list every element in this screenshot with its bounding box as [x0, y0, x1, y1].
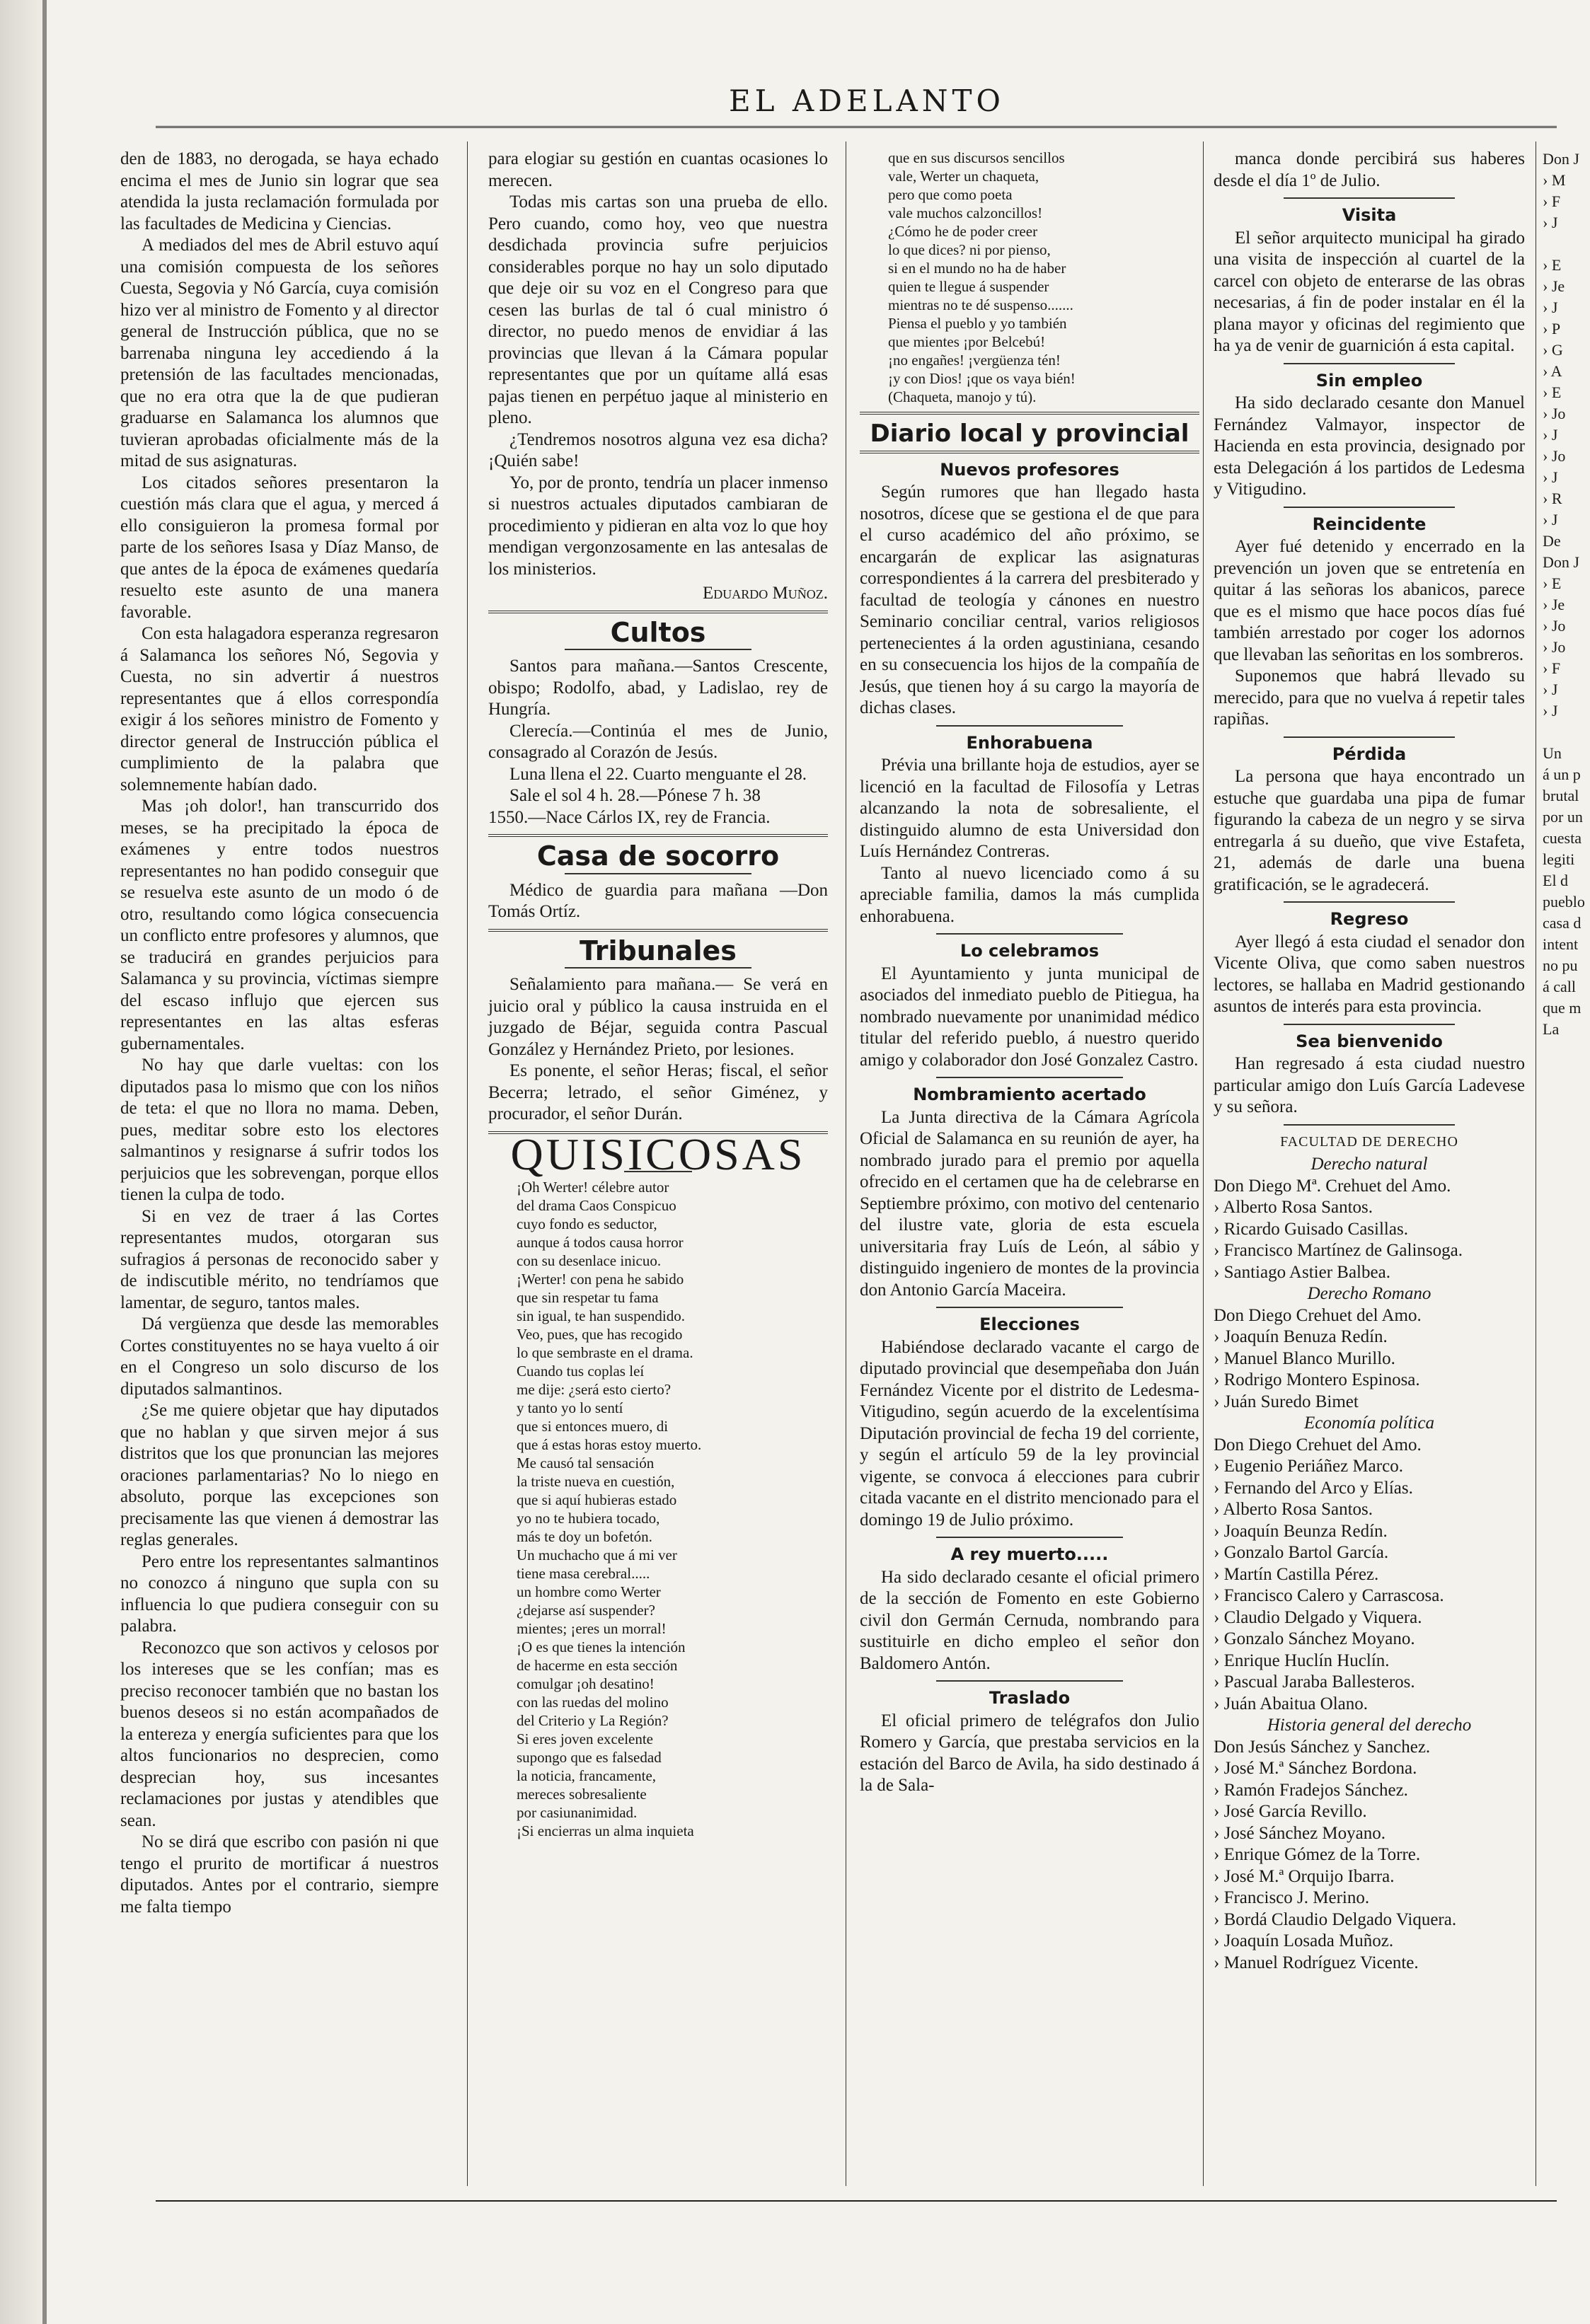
separator [565, 967, 751, 969]
column-5-cropped [1543, 149, 1590, 1040]
subject-heading: Historia general del derecho [1267, 1716, 1472, 1735]
separator [1284, 736, 1455, 738]
article-heading: Elecciones [979, 1314, 1080, 1334]
paragraph: La Junta directiva de la Cámara Agrícola Oficial de Salamanca en su reunión de ayer, ha nombrado jurado para el premio por aquella ofrecido en el certamen que ha de celebrarse en Septiembre próximo, con motivo del centenario del ilustre vate, gloria de esta escuela universitaria fray Luís de León, al sábio y distinguido ingeniero de montes de la provincia don Antonio García Maceira. [860, 1107, 1199, 1300]
paragraph: El señor arquitecto municipal ha girado una visita de inspección al cuartel de la carcel con objeto de enterarse de las obras necesarias, á fin de poder instalar en él la plana mayor y oficinas del regimiento que ha ya de venir de guarnición á esta capital. [1214, 228, 1525, 355]
subject-heading: Derecho Romano [1307, 1284, 1431, 1303]
column-4 [1214, 149, 1525, 1974]
column-divider [1203, 141, 1204, 2186]
paragraph: Suponemos que habrá llevado su merecido, para que no vuelva á repetir tales rapiñas. [1214, 666, 1525, 729]
paragraph: Si en vez de traer á las Cortes representantes mudos, otorgaran sus sufragios á personas de reconocido saber y de indiscutible mérito, no tendríamos que lamentar, de seguro, tantos males. [120, 1206, 439, 1312]
section-title-casa-socorro: Casa de socorro [536, 840, 780, 872]
paragraph: Dá vergüenza que desde las memorables Cortes constituyentes no se haya vuelto á oir en el Congreso un solo discurso de los diputados salmantinos. [120, 1314, 439, 1399]
column-divider [467, 141, 468, 2186]
section-title-quisicosas: QUISICOSAS [510, 1128, 806, 1179]
poem: que en sus discursos sencillos vale, Werter un chaqueta, pero que como poeta vale muchos calzoncillos! ¿Cómo he de poder creer lo que dices? ni por pienso, si en el mundo no ha de haber quien te llegue á suspender mientras no te dé suspenso....... Piensa el pueblo y yo también que mientes ¡por Belcebú! ¡no engañes! ¡vergüenza tén! ¡y con Dios! ¡que os vaya bién! (Chaqueta, manojo y tú). [888, 149, 1076, 405]
paragraph: Pero entre los representantes salmantinos no conozco á ninguno que supla con su influencia lo que pudiera conseguir con su palabra. [120, 1551, 439, 1636]
paragraph: Los citados señores presentaron la cuestión más clara que el agua, y merced á ello consiguieron la promesa formal por parte de los señores Isasa y Díaz Manso, de que antes de la época de exámenes quedaría resuelto este asunto de una manera favorable. [120, 473, 439, 622]
separator [936, 1307, 1123, 1308]
column-1 [120, 149, 439, 1918]
paragraph: El Ayuntamiento y junta municipal de asociados del inmediato pueblo de Pitiegua, ha nombrado nuevamente por unanimidad médico titular del referido pueblo, á nuestro querido amigo y colaborador don José Gonzalez Castro. [860, 964, 1199, 1070]
masthead: EL ADELANTO [729, 83, 1005, 118]
paragraph: No hay que darle vueltas: con los diputados pasa lo mismo que con los niños de teta: el que no llora no mama. Deben, pues, meditar sobre esto los electores salmantinos y resignarse á sufrir todos los perjuicios que les sobrevengan, porque ellos tienen la culpa de todo. [120, 1056, 439, 1204]
article-heading: A rey muerto..... [950, 1544, 1109, 1564]
paragraph: Según rumores que han llegado hasta nosotros, dícese que se gestiona el de que para el curso académico del año próximo, se encargarán de explicar las asignaturas correspondientes á la carrera del presbiterado y facultad de teología y cánones en nuestro Seminario conciliar central, varios religiosos pertenecientes á la orden agustiniana, cesando en su consecuencia los hijos de la compañía de Jesús, que tienen hoy á su cargo la mayoría de dichas clases. [860, 482, 1199, 717]
paragraph: Ha sido declarado cesante el oficial primero de la sección de Fomento en este Gobierno civil don Germán Cernuda, nombrando para sustituirle en dicho empleo el señor don Baldomero Antón. [860, 1567, 1199, 1673]
article-heading: Enhorabuena [966, 732, 1093, 753]
name-list: Don Diego Mª. Crehuet del Amo. › Alberto Rosa Santos. › Ricardo Guisado Casillas. › Francisco Martínez de Galinsoga. › Santiago Astier Balbea. [1214, 1176, 1463, 1282]
name-list: Don Jesús Sánchez y Sanchez. › José M.ª Sánchez Bordona. › Ramón Fradejos Sánchez. › José García Revillo. › José Sánchez Moyano. › Enrique Gómez de la Torre. › José M.ª Orquijo Ibarra. › Francisco J. Merino. › Bordá Claudio Delgado Viquera. › Joaquín Losada Muñoz. › Manuel Rodríguez Vicente. [1214, 1737, 1457, 1972]
paragraph: Reconozco que son activos y celosos por los intereses que se les confían; mas es preciso reconocer también que no bastan los buenos deseos si no están acompañados de la entereza y energía suficientes para que los altos funcionarios no desprecien, como desprecian hoy, sus incesantes reclamaciones por justas y atendibles que sean. [120, 1638, 439, 1830]
paragraph: Médico de guardia para mañana —Don Tomás Ortíz. [488, 880, 828, 921]
name-list: Don Diego Crehuet del Amo. › Eugenio Periáñez Marco. › Fernando del Arco y Elías. › Alberto Rosa Santos. › Joaquín Beunza Redín. › Gonzalo Bartol García. › Martín Castilla Pérez. › Francisco Calero y Carrascosa. › Claudio Delgado y Viquera. › Gonzalo Sánchez Moyano. › Enrique Huclín Huclín. › Pascual Jaraba Ballesteros. › Juán Abaitua Olano. [1214, 1435, 1444, 1713]
paragraph: Señalamiento para mañana.— Se verá en juicio oral y público la causa instruida en el juzgado de Béjar, seguida contra Pascual González y Hernández Prieto, por lesiones. [488, 975, 828, 1059]
article-heading: Sin empleo [1315, 370, 1423, 391]
paragraph: den de 1883, no derogada, se haya echado encima el mes de Junio sin lograr que sea atendida la justa reclamación formulada por las facultades de Medicina y Ciencias. [120, 149, 439, 233]
separator [565, 873, 751, 874]
paragraph: Habiéndose declarado vacante el cargo de diputado provincial que desempeñaba don Juán Fernández Vicente por el distrito de Ledesma-Vitigudino, según acuerdo de la excelentísima Diputación provincial de fecha 19 del corriente, y según el artículo 59 de la ley provincial vigente, se convoca á elecciones para cubrir citada vacante en el distrito mencionado para el domingo 19 de Julio próximo. [860, 1337, 1199, 1530]
subject-heading: Economía política [1304, 1414, 1434, 1433]
separator [936, 1680, 1123, 1682]
cropped-text: Don J › M › F › J › E › Je › J › P › G › A › E › Jo › J › Jo › J › R › J De Don J › E › Je › Jo › Jo › F › J › J Un á un p brutal por un cuesta legiti El d pueblo casa d intent no pu á call que m La [1543, 150, 1585, 1038]
separator [936, 1537, 1123, 1538]
paragraph: El oficial primero de telégrafos don Julio Romero y García, que prestaba servicios en la estación del Barco de Avila, ha sido destinado á la de Sala- [860, 1711, 1199, 1795]
article-heading: Pérdida [1332, 744, 1407, 764]
separator [1284, 1124, 1455, 1126]
paragraph: manca donde percibirá sus haberes desde el día 1º de Julio. [1214, 149, 1525, 190]
article-heading: Regreso [1330, 909, 1409, 929]
separator [936, 933, 1123, 935]
paragraph: Santos para mañana.—Santos Crescente, obispo; Rodolfo, abad, y Ladislao, rey de Hungría. [488, 657, 828, 719]
section-rule [488, 834, 828, 837]
article-heading: Traslado [989, 1688, 1071, 1708]
paragraph: Ayer llegó á esta ciudad el senador don Vicente Oliva, que como saben nuestros lectores, se hallaba en Madrid gestionando asuntos de interés para esta provincia. [1214, 932, 1525, 1016]
footer-rule [156, 2200, 1557, 2202]
section-rule [488, 611, 828, 613]
paragraph: ¿Tendremos nosotros alguna vez esa dicha? ¡Quién sabe! [488, 429, 828, 470]
separator [1284, 363, 1455, 364]
section-title-cultos: Cultos [610, 616, 706, 648]
subject-heading: Derecho natural [1310, 1155, 1428, 1174]
separator [936, 725, 1123, 727]
paragraph: A mediados del mes de Abril estuvo aquí una comisión compuesta de los señores Cuesta, Segovia y Nó García, cuya comisión hizo ver al ministro de Fomento y al director general de Instrucción pública, que no se barrenaba ninguna ley accediendo á la pretensión de las facultades mencionadas, que no era otra que la de que pudieran graduarse en Salamanca los alumnos que tuvieran aprobadas oficialmente más de la mitad de sus asignaturas. [120, 236, 439, 470]
paragraph: Prévia una brillante hoja de estudios, ayer se licenció en la facultad de Filosofía y Letras alcanzando la nota de sobresaliente, el distinguido alumno de esta Universidad don Luís Hernández Contreras. [860, 756, 1199, 861]
column-2 [488, 149, 828, 1840]
paragraph: Mas ¡oh dolor!, han transcurrido dos meses, se ha precipitado la época de exámenes y entre todos nuestros representantes no han podido conseguir que se resuelva este asunto de un modo ó de otro, resultando como lógica consecuencia un conflicto entre profesores y alumnos, que se traducirá en grandes perjuicios para Salamanca y su provincia, víctimas siempre del escaso influjo que ejercen sus representantes en las altas esferas gubernamentales. [120, 797, 439, 1053]
paragraph: para elogiar su gestión en cuantas ocasiones lo merecen. [488, 149, 828, 190]
paragraph: Con esta halagadora esperanza regresaron á Salamanca los señores Nó, Segovia y Cuesta, no sin advertir á nuestros representantes que á ellos correspondía exigir á los señores ministro de Fomento y director general de Instrucción pública el cumplimiento de la palabra que solemnemente habían dado. [120, 624, 439, 794]
page-edge-shadow [42, 0, 47, 2324]
article-signature: Eduardo Muñoz. [703, 584, 828, 603]
article-heading: Nuevos profesores [940, 459, 1119, 480]
separator [1284, 1024, 1455, 1025]
article-heading: Nombramiento acertado [913, 1085, 1146, 1104]
binding-gutter [0, 0, 42, 2324]
paragraph: 1550.—Nace Cárlos IX, rey de Francia. [488, 807, 771, 827]
faculty-heading: FACULTAD DE DERECHO [1280, 1133, 1458, 1150]
paragraph: La persona que haya encontrado un estuche que guardaba una pipa de fumar figurando la cabeza de un negro y se sirva entregarla á su dueño, que vive Estafeta, 21, además de darle una buena gratificación, se le agradecerá. [1214, 767, 1525, 894]
separator [1284, 197, 1455, 199]
section-rule [488, 929, 828, 932]
separator [1284, 507, 1455, 508]
article-heading: Reincidente [1312, 514, 1427, 534]
separator [936, 1077, 1123, 1078]
article-heading: Visita [1342, 205, 1397, 225]
separator [565, 649, 751, 650]
header-rule [156, 126, 1557, 128]
paragraph: Es ponente, el señor Heras; fiscal, el señor Becerra; letrado, el señor Giménez, y procurador, el señor Durán. [488, 1061, 828, 1123]
paragraph: Ayer fué detenido y encerrado en la prevención un joven que se entretenía en quitar á las señoras los abanicos, parece que es el mismo que hace pocos días fué también arrestado por coger los adornos que llevaban las señoritas en los sombreros. [1214, 537, 1525, 664]
paragraph: Han regresado á esta ciudad nuestro particular amigo don Luís García Ladevese y su señora. [1214, 1054, 1525, 1116]
paragraph: Luna llena el 22. Cuarto menguante el 28. [509, 764, 807, 784]
paragraph: Yo, por de pronto, tendría un placer inmenso si nuestros actuales diputados cambiaran de procedimiento y pidieran en alta voz lo que hoy mendigan vergonzosamente en las antesalas de los ministerios. [488, 473, 828, 579]
paragraph: Todas mis cartas son una prueba de ello. Pero cuando, como hoy, veo que nuestra desdichada provincia sufre perjuicios considerables porque no hay un solo diputado que deje oir su voz en el Congreso para que cesen las burlas de tal ó cual ministro ó director, no puedo menos de envidiar á las provincias que llevan á la Cámara popular representantes que por un quítame allá esas pajas tienen en perpétuo jaque al ministerio en pleno. [488, 192, 828, 427]
section-rule [860, 412, 1199, 415]
paragraph: ¿Se me quiere objetar que hay diputados que no hablan y que sirven mejor á sus distritos que los que pronuncian las mejores oraciones parlamentarias? No lo niego en absoluto, porque las excepciones son precisamente las que vienen á demostrar las reglas generales. [120, 1401, 439, 1549]
paragraph: Tanto al nuevo licenciado como á su apreciable familia, damos la más cumplida enhorabuena. [860, 863, 1199, 926]
section-title-tribunales: Tribunales [580, 935, 737, 966]
separator [1284, 901, 1455, 903]
paragraph: Clerecía.—Continúa el mes de Junio, consagrado al Corazón de Jesús. [488, 721, 828, 762]
poem: ¡Oh Werter! célebre autor del drama Caos Conspicuo cuyo fondo es seductor, aunque á todos causa horror con su desenlace inicuo. ¡Werter! con pena he sabido que sin respetar tu fama sin igual, te han suspendido. Veo, pues, que has recogido lo que sembraste en el drama. Cuando tus coplas leí me dije: ¿será esto cierto? y tanto yo lo sentí que si entonces muero, di que á estas horas estoy muerto. Me causó tal sensación la triste nueva en cuestión, que si aquí hubieras estado yo no te hubiera tocado, más te doy un bofetón. Un muchacho que á mi ver tiene masa cerebral..... un hombre como Werter ¿dejarse así suspender? mientes; ¡eres un morral! ¡O es que tienes la intención de hacerme en esta sección comulgar ¡oh desatino! con las ruedas del molino del Criterio y La Región? Si eres joven excelente supongo que es falsedad la noticia, francamente, mereces sobresaliente por casiunanimidad. ¡Si encierras un alma inquieta [517, 1179, 702, 1839]
section-title-diario: Diario local y provincial [870, 420, 1189, 448]
paragraph: No se dirá que escribo con pasión ni que tengo el prurito de mortificar á nuestros diputados. Antes por el contrario, siempre me falta tiempo [120, 1832, 439, 1917]
name-list: Don Diego Crehuet del Amo. › Joaquín Benuza Redín. › Manuel Blanco Murillo. › Rodrigo Montero Espinosa. › Juán Suredo Bimet [1214, 1305, 1422, 1411]
article-heading: Lo celebramos [960, 941, 1100, 961]
column-3 [860, 149, 1199, 1797]
article-heading: Sea bienvenido [1296, 1031, 1443, 1051]
section-rule [860, 451, 1199, 453]
paragraph: Ha sido declarado cesante don Manuel Fernández Valmayor, inspector de Hacienda en esta provincia, designado por esta Delegación á los partidos de Ledesma y Vitigudino. [1214, 393, 1525, 499]
paragraph: Sale el sol 4 h. 28.—Pónese 7 h. 38 [509, 786, 761, 805]
